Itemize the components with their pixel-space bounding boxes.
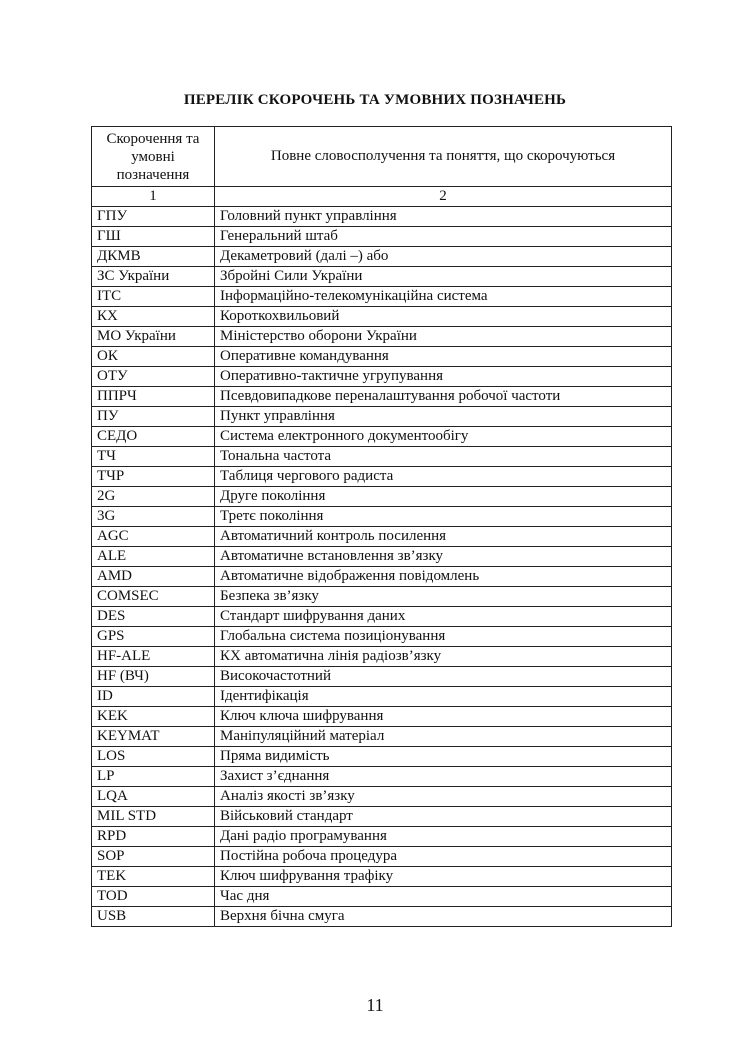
abbreviation-cell: COMSEC (92, 587, 215, 607)
abbreviation-cell: LQA (92, 787, 215, 807)
column-number-2: 2 (215, 187, 672, 207)
full-term-cell: Дані радіо програмування (215, 827, 672, 847)
abbreviation-cell: KEYMAT (92, 727, 215, 747)
table-row (92, 247, 672, 267)
table-row (92, 347, 672, 367)
abbreviation-cell: USB (92, 907, 215, 927)
abbreviation-cell: SOP (92, 847, 215, 867)
full-term-cell: Автоматичне встановлення зв’язку (215, 547, 672, 567)
abbreviation-cell: ГШ (92, 227, 215, 247)
full-term-cell: Автоматичний контроль посилення (215, 527, 672, 547)
table-row (92, 887, 672, 907)
full-term-cell: Маніпуляційний матеріал (215, 727, 672, 747)
table-row (92, 507, 672, 527)
abbreviation-cell: ГПУ (92, 207, 215, 227)
full-term-cell: Оперативно-тактичне угрупування (215, 367, 672, 387)
header-full-term: Повне словосполучення та поняття, що скорочуються (215, 127, 672, 187)
abbreviation-cell: ІТС (92, 287, 215, 307)
page-number: 11 (366, 995, 384, 1015)
table-row (92, 747, 672, 767)
full-term-cell: Пряма видимість (215, 747, 672, 767)
table-row (92, 227, 672, 247)
abbreviation-cell: КХ (92, 307, 215, 327)
full-term-cell: Головний пункт управління (215, 207, 672, 227)
full-term-cell: Автоматичне відображення повідомлень (215, 567, 672, 587)
abbreviation-cell: 3G (92, 507, 215, 527)
table-header-row (92, 127, 672, 187)
abbreviation-cell: ПУ (92, 407, 215, 427)
full-term-cell: Аналіз якості зв’язку (215, 787, 672, 807)
table-row (92, 327, 672, 347)
table-row (92, 807, 672, 827)
abbreviation-cell: ОК (92, 347, 215, 367)
full-term-cell: Тональна частота (215, 447, 672, 467)
table-row (92, 307, 672, 327)
table-row (92, 827, 672, 847)
table-row (92, 547, 672, 567)
table-row (92, 687, 672, 707)
abbreviation-cell: MIL STD (92, 807, 215, 827)
table-row (92, 487, 672, 507)
full-term-cell: Ключ ключа шифрування (215, 707, 672, 727)
full-term-cell: Час дня (215, 887, 672, 907)
full-term-cell: Міністерство оборони України (215, 327, 672, 347)
table-row (92, 287, 672, 307)
abbreviation-cell: TOD (92, 887, 215, 907)
full-term-cell: Система електронного документообігу (215, 427, 672, 447)
full-term-cell: Друге покоління (215, 487, 672, 507)
abbreviations-table (91, 126, 672, 927)
table-row (92, 727, 672, 747)
full-term-cell: Збройні Сили України (215, 267, 672, 287)
abbreviation-cell: ID (92, 687, 215, 707)
table-row (92, 567, 672, 587)
full-term-cell: Верхня бічна смуга (215, 907, 672, 927)
column-number-row (92, 187, 672, 207)
abbreviation-cell: LOS (92, 747, 215, 767)
table-row (92, 607, 672, 627)
abbreviation-cell: AMD (92, 567, 215, 587)
full-term-cell: Генеральний штаб (215, 227, 672, 247)
full-term-cell: Інформаційно-телекомунікаційна система (215, 287, 672, 307)
abbreviation-cell: HF-ALE (92, 647, 215, 667)
full-term-cell: Третє покоління (215, 507, 672, 527)
abbreviation-cell: DES (92, 607, 215, 627)
abbreviation-cell: ОТУ (92, 367, 215, 387)
table-row (92, 447, 672, 467)
abbreviation-cell: RPD (92, 827, 215, 847)
table-row (92, 767, 672, 787)
abbreviation-cell: HF (ВЧ) (92, 667, 215, 687)
table-row (92, 527, 672, 547)
table-row (92, 427, 672, 447)
table-row (92, 847, 672, 867)
table-row (92, 587, 672, 607)
table-row (92, 207, 672, 227)
table-row (92, 907, 672, 927)
full-term-cell: Декаметровий (далі –) або (215, 247, 672, 267)
abbreviation-cell: ТЧР (92, 467, 215, 487)
abbreviation-cell: 2G (92, 487, 215, 507)
header-abbreviation: Скорочення та умовні позначення (92, 127, 215, 187)
table-row (92, 267, 672, 287)
table-row (92, 707, 672, 727)
abbreviation-cell: GPS (92, 627, 215, 647)
abbreviation-cell: МО України (92, 327, 215, 347)
full-term-cell: Безпека зв’язку (215, 587, 672, 607)
abbreviation-cell: СЕДО (92, 427, 215, 447)
full-term-cell: Високочастотний (215, 667, 672, 687)
table-row (92, 647, 672, 667)
column-number-1: 1 (92, 187, 215, 207)
table-row (92, 867, 672, 887)
full-term-cell: Псевдовипадкове переналаштування робочої частоти (215, 387, 672, 407)
table-body (92, 207, 672, 927)
full-term-cell: Ідентифікація (215, 687, 672, 707)
page-title: ПЕРЕЛІК СКОРОЧЕНЬ ТА УМОВНИХ ПОЗНАЧЕНЬ (183, 92, 567, 108)
abbreviation-cell: AGC (92, 527, 215, 547)
abbreviation-cell: ALE (92, 547, 215, 567)
abbreviation-cell: KEK (92, 707, 215, 727)
abbreviation-cell: ТЧ (92, 447, 215, 467)
abbreviation-cell: LP (92, 767, 215, 787)
full-term-cell: Військовий стандарт (215, 807, 672, 827)
full-term-cell: Таблиця чергового радиста (215, 467, 672, 487)
table-row (92, 367, 672, 387)
abbreviation-cell: ППРЧ (92, 387, 215, 407)
table-row (92, 627, 672, 647)
table-row (92, 787, 672, 807)
full-term-cell: Пункт управління (215, 407, 672, 427)
abbreviation-cell: ЗС України (92, 267, 215, 287)
full-term-cell: Глобальна система позиціонування (215, 627, 672, 647)
abbreviation-cell: ДКМВ (92, 247, 215, 267)
full-term-cell: Короткохвильовий (215, 307, 672, 327)
full-term-cell: Оперативне командування (215, 347, 672, 367)
full-term-cell: Захист з’єднання (215, 767, 672, 787)
full-term-cell: Постійна робоча процедура (215, 847, 672, 867)
full-term-cell: Ключ шифрування трафіку (215, 867, 672, 887)
full-term-cell: Стандарт шифрування даних (215, 607, 672, 627)
table-row (92, 667, 672, 687)
table-row (92, 407, 672, 427)
table-row (92, 467, 672, 487)
abbreviation-cell: TEK (92, 867, 215, 887)
full-term-cell: КХ автоматична лінія радіозв’язку (215, 647, 672, 667)
table-row (92, 387, 672, 407)
